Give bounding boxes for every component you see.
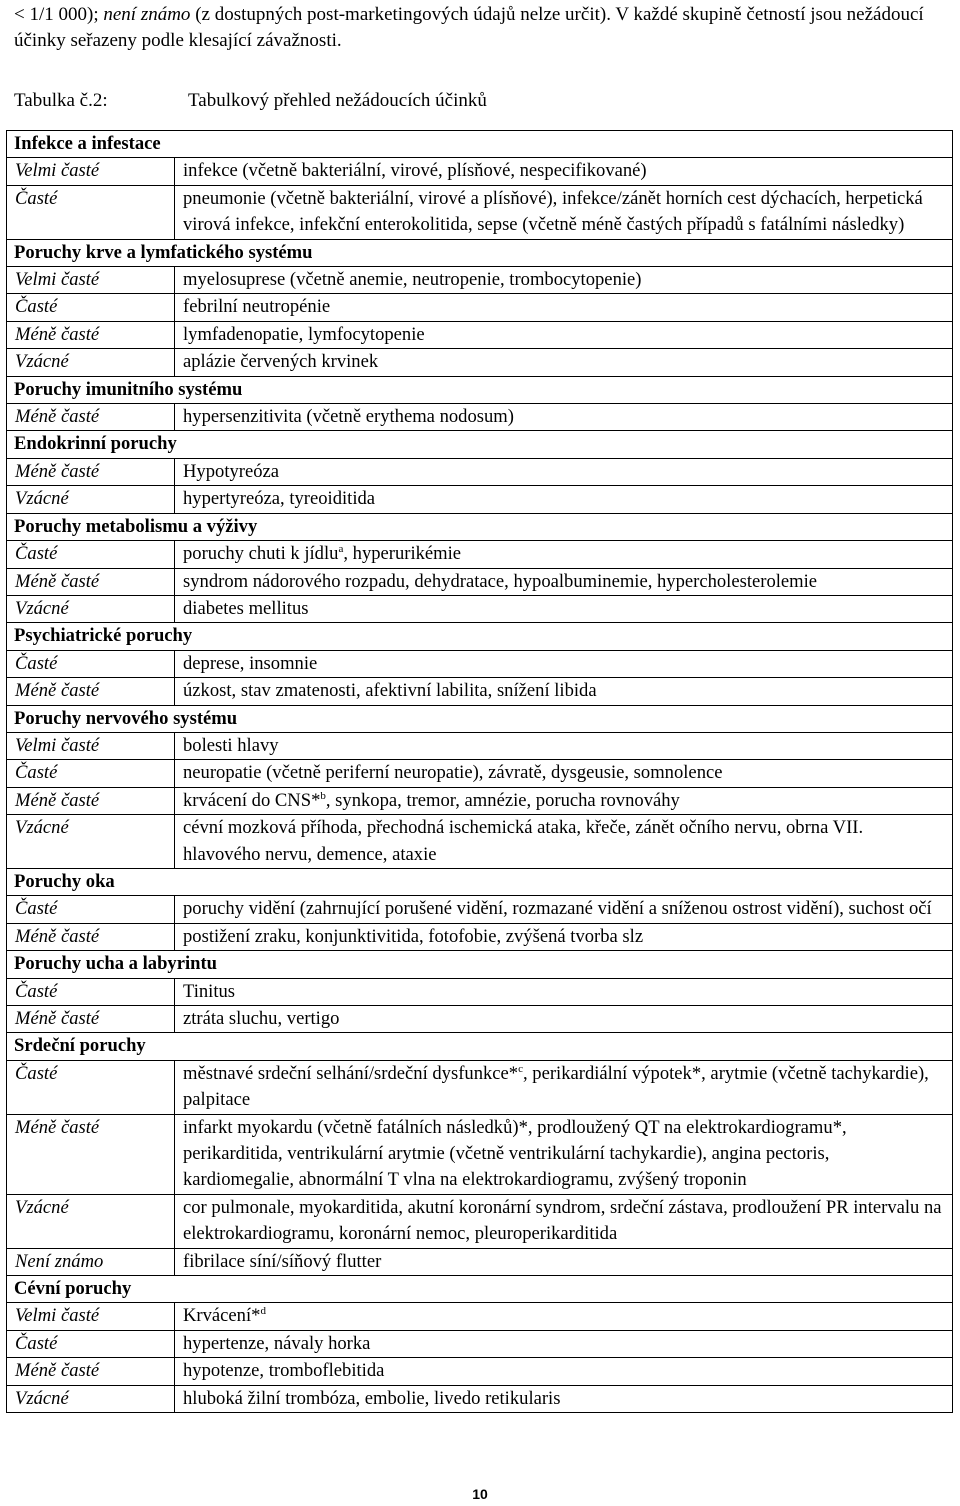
table-row (7, 321, 953, 348)
intro-text-2: (z dostupných post-marketingových údajů nelze určit). V každé skupině četností jsou nežádoucí účinky seřazeny podle klesající závažnosti. (14, 4, 924, 51)
effect-cell (175, 1248, 953, 1275)
frequency-cell: Časté (7, 541, 175, 568)
table-row (7, 185, 953, 239)
section-heading: Infekce a infestace (7, 131, 953, 158)
table-row (7, 1303, 953, 1330)
table-row (7, 1248, 953, 1275)
intro-text-italic: není známo (103, 4, 191, 25)
effect-text: hluboká žilní trombóza, embolie, livedo retikularis (183, 1387, 561, 1409)
effect-cell (175, 923, 953, 950)
frequency-cell: Časté (7, 185, 175, 239)
section-row (7, 705, 953, 732)
table-row (7, 349, 953, 376)
effect-text: cévní mozková příhoda, přechodná ischemická ataka, křeče, zánět očního nervu, obrna VII. hlavového nervu, demence, ataxie (183, 817, 864, 865)
effect-cell (175, 185, 953, 239)
effect-text: městnavé srdeční selhání/srdeční dysfunkce* (183, 1062, 519, 1084)
frequency-cell: Velmi časté (7, 1303, 175, 1330)
effect-text: infekce (včetně bakteriální, virové, plísňové, nespecifikované) (183, 160, 647, 182)
effect-cell (175, 1385, 953, 1412)
frequency-cell: Méně časté (7, 1358, 175, 1385)
effect-text: postižení zraku, konjunktivitida, fotofobie, zvýšená tvorba slz (183, 925, 644, 947)
table-row (7, 486, 953, 513)
frequency-cell: Méně časté (7, 404, 175, 431)
intro-text-1: < 1/1 000); (14, 4, 104, 25)
table-row (7, 923, 953, 950)
effect-text: hypertyreóza, tyreoiditida (183, 488, 376, 510)
effect-cell (175, 1303, 953, 1330)
frequency-cell: Časté (7, 1060, 175, 1114)
section-heading: Poruchy oka (7, 868, 953, 895)
frequency-cell: Časté (7, 1330, 175, 1357)
section-row (7, 513, 953, 540)
frequency-cell: Vzácné (7, 486, 175, 513)
page-number: 10 (472, 1486, 488, 1502)
frequency-cell: Méně časté (7, 787, 175, 814)
effect-text: diabetes mellitus (183, 597, 309, 619)
section-row (7, 1033, 953, 1060)
intro-paragraph (14, 2, 944, 54)
table-row (7, 1114, 953, 1194)
effect-cell (175, 404, 953, 431)
effect-cell (175, 978, 953, 1005)
section-heading: Cévní poruchy (7, 1276, 953, 1303)
frequency-cell: Vzácné (7, 595, 175, 622)
adverse-effects-table-container (6, 130, 953, 1413)
effect-cell (175, 1330, 953, 1357)
effect-text: myelosuprese (včetně anemie, neutropenie, trombocytopenie) (183, 269, 642, 291)
table-row (7, 1006, 953, 1033)
table-title: Tabulkový přehled nežádoucích účinků (188, 90, 487, 111)
section-heading: Poruchy imunitního systému (7, 376, 953, 403)
effect-text: febrilní neutropénie (183, 296, 331, 318)
effect-text: hypotenze, tromboflebitida (183, 1360, 385, 1382)
footnote-marker: a (338, 543, 344, 556)
effect-text: krvácení do CNS* (183, 789, 321, 811)
effect-cell (175, 678, 953, 705)
section-row (7, 951, 953, 978)
section-heading: Poruchy krve a lymfatického systému (7, 239, 953, 266)
table-row (7, 267, 953, 294)
frequency-cell: Časté (7, 978, 175, 1005)
effect-cell (175, 1358, 953, 1385)
effect-text: cor pulmonale, myokarditida, akutní koronární syndrom, srdeční zástava, prodloužení PR intervalu na elektrokardiogramu, koronární nemoc, pleuroperikarditida (183, 1196, 942, 1245)
table-row (7, 815, 953, 869)
section-heading: Endokrinní poruchy (7, 431, 953, 458)
table-row (7, 1194, 953, 1248)
table-row (7, 458, 953, 485)
table-row (7, 678, 953, 705)
effect-cell (175, 1194, 953, 1248)
frequency-cell: Vzácné (7, 1385, 175, 1412)
section-row (7, 623, 953, 650)
frequency-cell: Méně časté (7, 568, 175, 595)
effect-text: lymfadenopatie, lymfocytopenie (183, 323, 425, 345)
section-heading: Poruchy nervového systému (7, 705, 953, 732)
effect-cell (175, 595, 953, 622)
effect-cell (175, 1006, 953, 1033)
effect-text: poruchy vidění (zahrnující porušené vidění, rozmazané vidění a sníženou ostrost vidění), suchost očí (183, 898, 932, 920)
table-row (7, 760, 953, 787)
effect-text: fibrilace síní/síňový flutter (183, 1250, 382, 1272)
section-row (7, 376, 953, 403)
table-body (7, 131, 953, 1413)
frequency-cell: Vzácné (7, 1194, 175, 1248)
effect-text: hypertenze, návaly horka (183, 1332, 371, 1354)
effect-cell (175, 760, 953, 787)
adverse-effects-table (6, 130, 953, 1413)
section-heading: Srdeční poruchy (7, 1033, 953, 1060)
effect-text: neuropatie (včetně periferní neuropatie), závratě, dysgeusie, somnolence (183, 762, 723, 784)
effect-text-continued: , synkopa, tremor, amnézie, porucha rovnováhy (325, 789, 680, 811)
effect-cell (175, 787, 953, 814)
effect-cell (175, 896, 953, 923)
effect-cell (175, 650, 953, 677)
frequency-cell: Méně časté (7, 1006, 175, 1033)
frequency-cell: Časté (7, 650, 175, 677)
frequency-cell: Vzácné (7, 815, 175, 869)
effect-text-continued: , hyperurikémie (343, 543, 462, 565)
frequency-cell: Méně časté (7, 923, 175, 950)
effect-text: hypersenzitivita (včetně erythema nodosum) (183, 406, 514, 428)
footnote-marker: d (260, 1305, 266, 1318)
effect-text: pneumonie (včetně bakteriální, virové a plísňové), infekce/zánět horních cest dýchacích, herpetická virová infekce, infekční enterokolitida, sepse (včetně méně častých případů s fatálními následky) (183, 187, 923, 236)
table-row (7, 541, 953, 568)
section-row (7, 131, 953, 158)
frequency-cell: Velmi časté (7, 267, 175, 294)
section-row (7, 1276, 953, 1303)
table-row (7, 1385, 953, 1412)
frequency-cell: Velmi časté (7, 732, 175, 759)
effect-cell (175, 568, 953, 595)
effect-cell (175, 158, 953, 185)
section-row (7, 868, 953, 895)
effect-cell (175, 486, 953, 513)
effect-cell (175, 349, 953, 376)
table-row (7, 595, 953, 622)
table-row (7, 404, 953, 431)
effect-cell (175, 294, 953, 321)
section-row (7, 431, 953, 458)
effect-cell (175, 458, 953, 485)
table-row (7, 158, 953, 185)
frequency-cell: Méně časté (7, 321, 175, 348)
table-row (7, 732, 953, 759)
table-row (7, 1060, 953, 1114)
effect-text: deprese, insomnie (183, 652, 318, 674)
table-label: Tabulka č.2: (14, 90, 108, 111)
table-row (7, 787, 953, 814)
section-row (7, 239, 953, 266)
frequency-cell: Méně časté (7, 1114, 175, 1194)
effect-cell (175, 1114, 953, 1194)
effect-text: Krvácení* (183, 1305, 261, 1327)
section-heading: Psychiatrické poruchy (7, 623, 953, 650)
table-row (7, 650, 953, 677)
table-caption (14, 88, 944, 114)
effect-text: aplázie červených krvinek (183, 351, 379, 373)
table-row (7, 1358, 953, 1385)
frequency-cell: Časté (7, 896, 175, 923)
effect-cell (175, 815, 953, 869)
effect-text: infarkt myokardu (včetně fatálních následků)*, prodloužený QT na elektrokardiogramu*, perikarditida, ventrikulární arytmie (včetně ventrikulární tachykardie), angina pectoris, kardiomegalie, abnormální T vlna na elektrokardiogramu, zvýšený troponin (183, 1116, 847, 1191)
table-row (7, 1330, 953, 1357)
effect-text-continued: , perikardiální výpotek*, arytmie (včetně tachykardie), palpitace (183, 1062, 929, 1111)
footnote-marker: c (518, 1062, 523, 1075)
effect-text: Hypotyreóza (183, 460, 280, 482)
effect-text: syndrom nádorového rozpadu, dehydratace, hypoalbuminemie, hypercholesterolemie (183, 570, 818, 592)
frequency-cell: Vzácné (7, 349, 175, 376)
effect-cell (175, 267, 953, 294)
table-row (7, 978, 953, 1005)
table-row (7, 896, 953, 923)
effect-cell (175, 321, 953, 348)
section-heading: Poruchy metabolismu a výživy (7, 513, 953, 540)
footnote-marker: b (320, 789, 326, 802)
section-heading: Poruchy ucha a labyrintu (7, 951, 953, 978)
effect-text: bolesti hlavy (183, 734, 279, 756)
frequency-cell: Časté (7, 760, 175, 787)
effect-text: Tinitus (183, 980, 236, 1002)
frequency-cell: Méně časté (7, 678, 175, 705)
frequency-cell: Časté (7, 294, 175, 321)
frequency-cell: Méně časté (7, 458, 175, 485)
effect-text: úzkost, stav zmatenosti, afektivní labilita, snížení libida (183, 680, 597, 702)
effect-cell (175, 1060, 953, 1114)
frequency-cell: Není známo (7, 1248, 175, 1275)
effect-cell (175, 732, 953, 759)
effect-cell (175, 541, 953, 568)
table-row (7, 294, 953, 321)
effect-text: ztráta sluchu, vertigo (183, 1008, 340, 1029)
table-row (7, 568, 953, 595)
effect-text: poruchy chuti k jídlu (183, 543, 339, 565)
frequency-cell: Velmi časté (7, 158, 175, 185)
